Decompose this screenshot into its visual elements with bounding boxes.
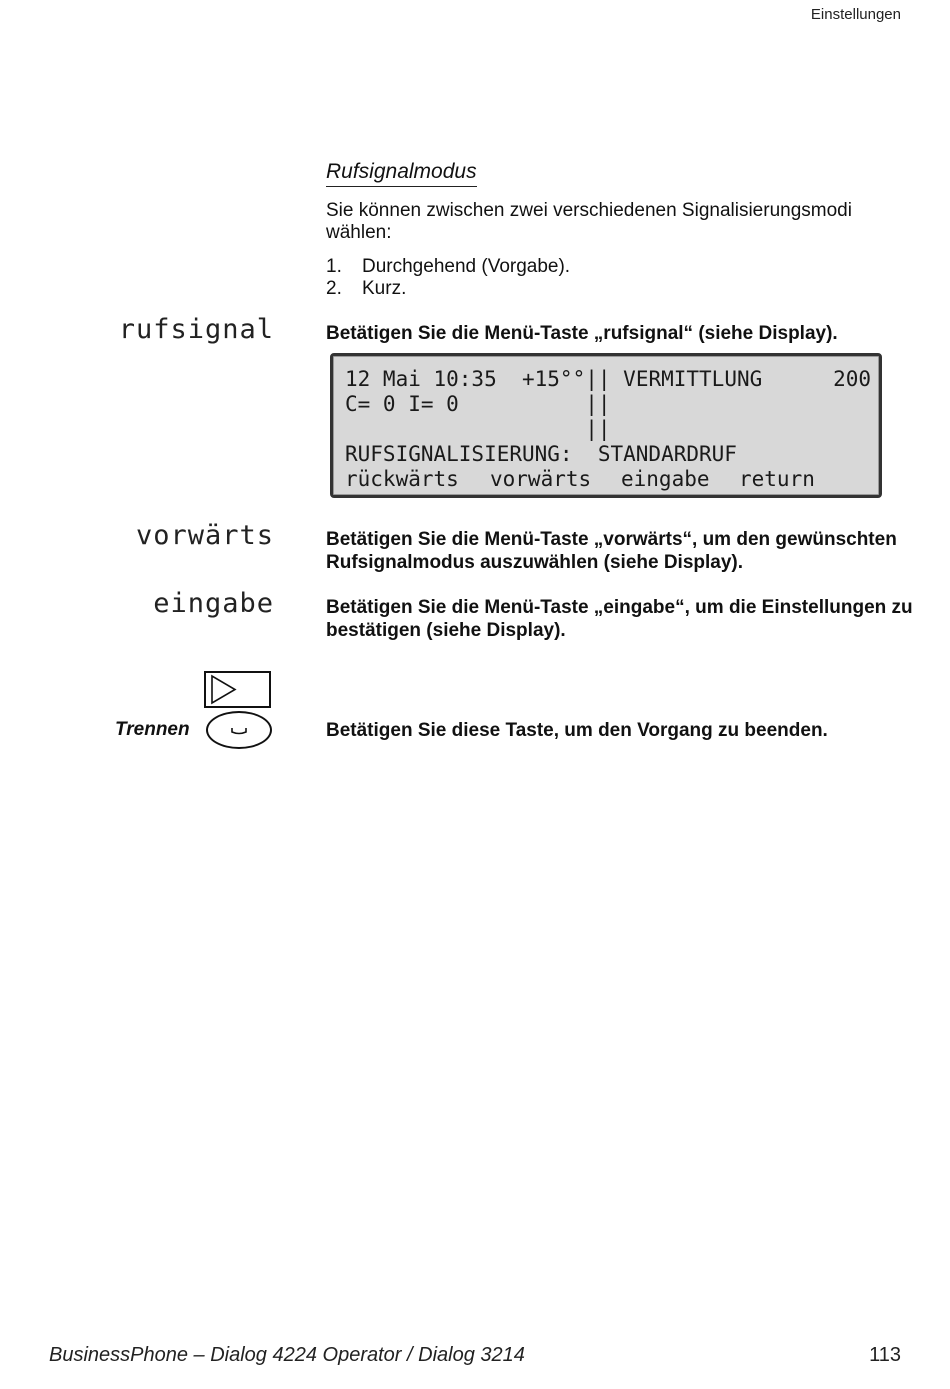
softkey-vorwaerts[interactable]: vorwärts xyxy=(490,467,592,491)
disconnect-key-icon[interactable] xyxy=(206,711,272,749)
list-number: 2. xyxy=(326,278,342,299)
softkey-rueckwaerts[interactable]: rückwärts xyxy=(345,467,459,491)
list-text: Kurz. xyxy=(362,278,407,299)
display-softkeys xyxy=(345,467,867,492)
footer-title: BusinessPhone – Dialog 4224 Operator / Dialog 3214 xyxy=(49,1344,525,1366)
options-list xyxy=(326,256,886,300)
list-number: 1. xyxy=(326,256,342,277)
instruction-trennen: Betätigen Sie diese Taste, um den Vorgang zu beenden. xyxy=(326,720,828,741)
page-number: 113 xyxy=(869,1344,901,1366)
display-line-4: RUFSIGNALISIERUNG: STANDARDRUF xyxy=(345,442,737,466)
display-datetime: 12 Mai 10:35 +15°°|| xyxy=(345,367,611,391)
key-label-trennen: Trennen xyxy=(115,719,190,740)
instruction-rufsignal: Betätigen Sie die Menü-Taste „rufsignal“ (siehe Display). xyxy=(326,323,838,344)
softkey-eingabe[interactable]: eingabe xyxy=(621,467,710,491)
instruction-vorwaerts: Betätigen Sie die Menü-Taste „vorwärts“, um den gewünschten Rufsignalmodus auszuwählen (siehe Display). xyxy=(326,529,897,573)
running-header: Einstellungen xyxy=(810,6,901,23)
softkey-label-vorwaerts: vorwärts xyxy=(135,520,274,551)
list-item xyxy=(326,278,886,300)
list-item xyxy=(326,256,886,278)
list-text: Durchgehend (Vorgabe). xyxy=(362,256,571,277)
section-title: Rufsignalmodus xyxy=(326,160,477,187)
display-line-1 xyxy=(345,367,762,392)
intro-paragraph: Sie können zwischen zwei verschiedenen Signalisierungsmodi wählen: xyxy=(326,200,852,243)
display-extension: 200 xyxy=(833,367,871,391)
display-mode: VERMITTLUNG xyxy=(623,367,763,391)
instruction-eingabe: Betätigen Sie die Menü-Taste „eingabe“, um die Einstellungen zu bestätigen (siehe Display). xyxy=(326,597,913,641)
softkey-return[interactable]: return xyxy=(739,467,815,491)
softkey-label-rufsignal: rufsignal xyxy=(118,314,274,345)
phone-display xyxy=(330,353,882,498)
display-line-3: || xyxy=(345,417,611,441)
display-line-2: C= 0 I= 0 || xyxy=(345,392,611,416)
softkey-label-eingabe: eingabe xyxy=(153,588,274,619)
play-key-icon xyxy=(204,671,271,708)
